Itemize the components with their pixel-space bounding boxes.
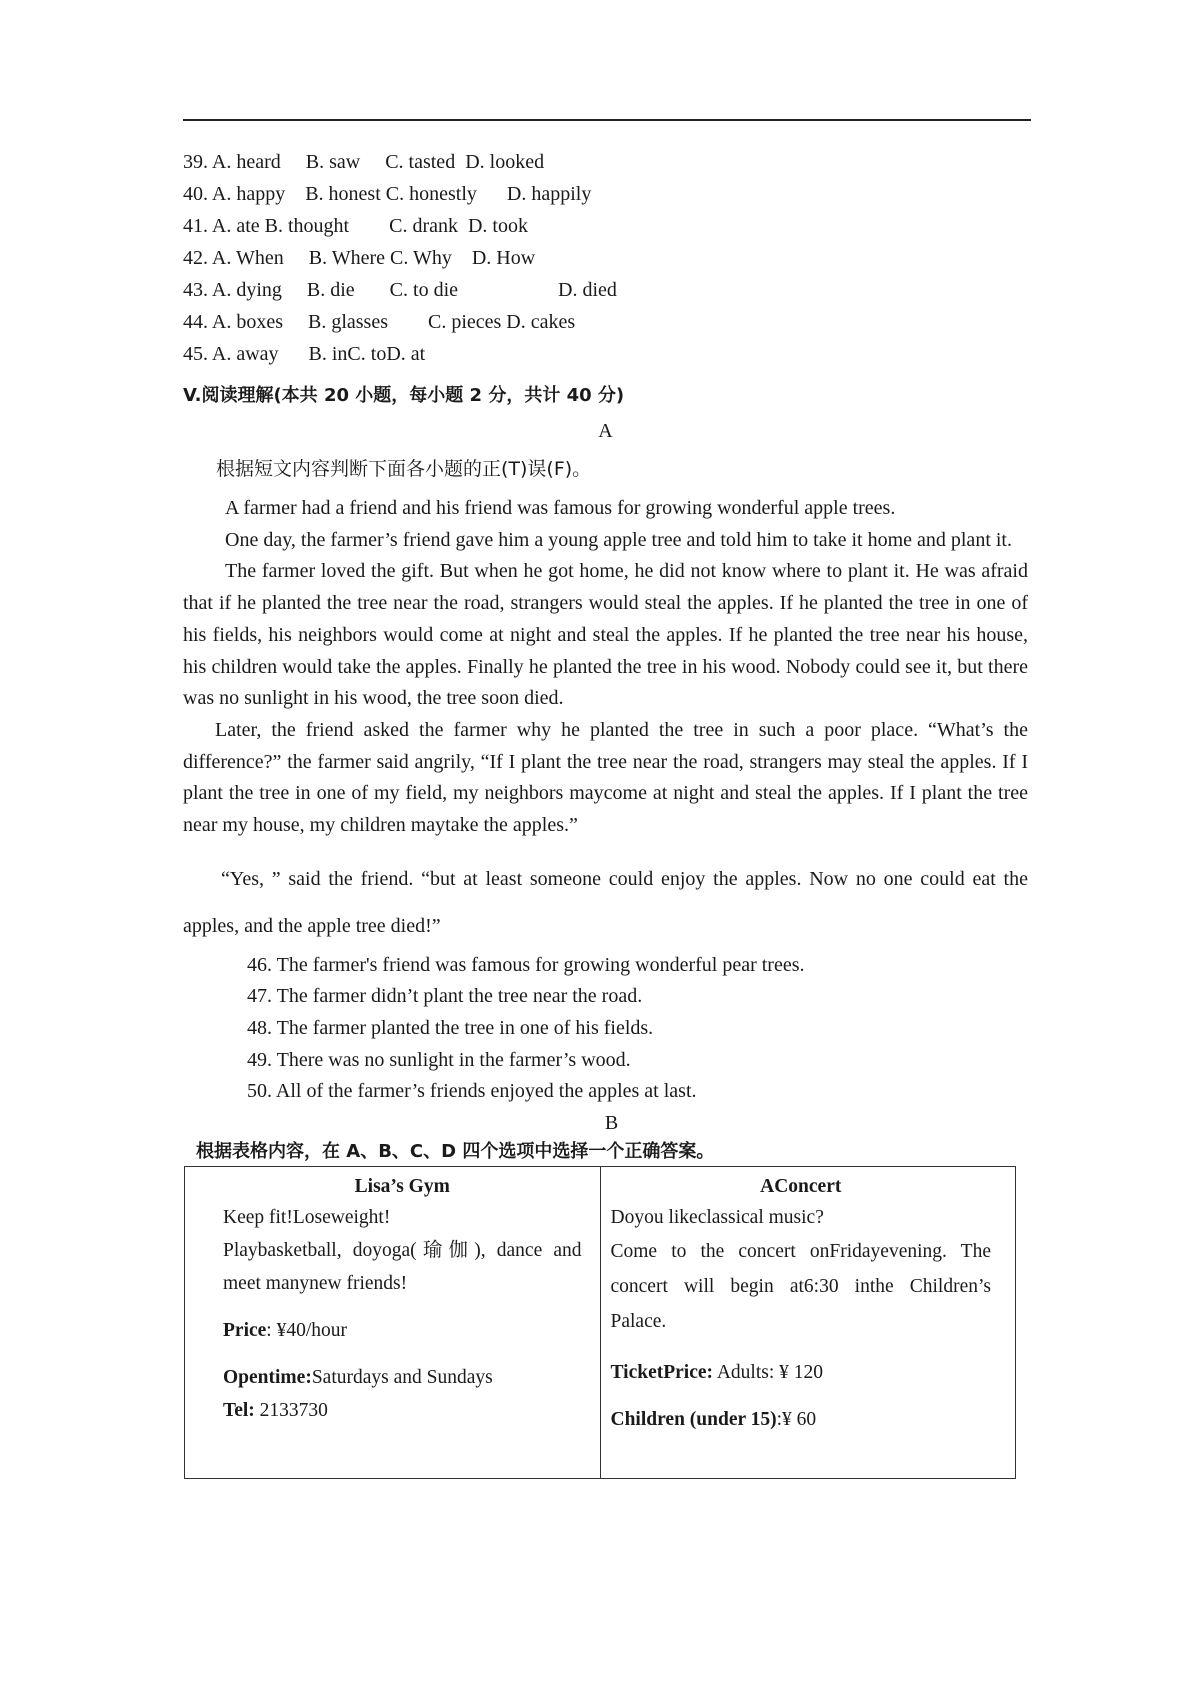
header-rule bbox=[183, 119, 1031, 121]
cloze-options bbox=[183, 146, 1028, 370]
gym-opentime-value: Saturdays and Sundays bbox=[311, 1367, 493, 1389]
passage-paragraph: Later, the friend asked the farmer why he planted the tree in such a poor place. “What’s the difference?” the farmer said angrily, “If I plant the tree near the road, strangers may steal the apples. If I plant the tree in one of my field, my neighbors maycome at night and steal the apples. If I plant the tree near my house, my children maytake the apples.” bbox=[183, 718, 1028, 837]
option-row: 42. A. When B. Where C. Why D. How bbox=[183, 247, 536, 269]
gym-title: Lisa’s Gym bbox=[354, 1176, 450, 1198]
option-row: 45. A. away B. inC. toD. at bbox=[183, 343, 426, 365]
question-item: 46. The farmer's friend was famous for growing wonderful pear trees. bbox=[247, 953, 805, 976]
concert-line1: Doyou likeclassical music? bbox=[610, 1207, 824, 1229]
gym-tel-label: Tel: bbox=[223, 1400, 255, 1422]
option-row: 39. A. heard B. saw C. tasted D. looked bbox=[183, 151, 545, 173]
true-false-questions bbox=[183, 950, 1028, 1108]
gym-price-value: : ¥40/hour bbox=[266, 1320, 348, 1342]
question-item: 49. There was no sunlight in the farmer’s wood. bbox=[247, 1048, 631, 1071]
option-row: 43. A. dying B. die C. to die D. died bbox=[183, 279, 617, 301]
question-item: 50. All of the farmer’s friends enjoyed the apples at last. bbox=[247, 1080, 697, 1103]
gym-tel bbox=[223, 1394, 582, 1427]
gym-line2: Playbasketball, doyoga(瑜伽), dance and meet manynew friends! bbox=[223, 1240, 582, 1295]
part-b-label: B bbox=[604, 1112, 619, 1135]
gym-line1: Keep fit!Loseweight! bbox=[223, 1207, 391, 1229]
option-row: 41. A. ate B. thought C. drank D. took bbox=[183, 215, 528, 237]
part-b-instruction: 根据表格内容，在 A、B、C、D 四个选项中选择一个正确答案。 bbox=[196, 1141, 715, 1163]
gym-ad bbox=[185, 1167, 601, 1479]
concert-ticket-value: Adults: ¥ 120 bbox=[713, 1362, 823, 1384]
question-item: 48. The farmer planted the tree in one of his fields. bbox=[247, 1017, 654, 1040]
concert-children-label: Children (under 15) bbox=[610, 1409, 777, 1431]
concert-ticket-label: TicketPrice: bbox=[610, 1362, 714, 1384]
part-a-instruction: 根据短文内容判断下面各小题的正(T)误(F)。 bbox=[216, 458, 592, 480]
gym-tel-value: 2133730 bbox=[254, 1400, 328, 1422]
concert-ticket-price bbox=[611, 1356, 992, 1389]
passage-paragraph: A farmer had a friend and his friend was famous for growing wonderful apple trees. bbox=[225, 497, 896, 519]
passage-paragraph: “Yes, ” said the friend. “but at least someone could enjoy the apples. Now no one could eat the apples, and the apple tree died!” bbox=[183, 867, 1028, 937]
option-row: 40. A. happy B. honest C. honestly D. happily bbox=[183, 183, 592, 205]
concert-line2: Come to the concert onFridayevening. The concert will begin at6:30 inthe Children’s Palace. bbox=[610, 1241, 991, 1333]
concert-ad bbox=[600, 1167, 1016, 1479]
part-a-label: A bbox=[598, 420, 613, 442]
gym-price bbox=[223, 1314, 582, 1347]
concert-children-value: :¥ 60 bbox=[776, 1409, 817, 1431]
gym-opentime-label: Opentime: bbox=[223, 1367, 312, 1389]
ads-table bbox=[184, 1166, 1016, 1479]
gym-opentime bbox=[223, 1361, 582, 1394]
section-heading: V.阅读理解(本共 20 小题，每小题 2 分，共计 40 分) bbox=[183, 385, 625, 406]
option-row: 44. A. boxes B. glasses C. pieces D. cakes bbox=[183, 311, 576, 333]
document-page bbox=[183, 146, 1028, 1479]
question-item: 47. The farmer didn’t plant the tree near the road. bbox=[247, 985, 643, 1008]
concert-children-price bbox=[611, 1403, 992, 1436]
gym-price-label: Price bbox=[223, 1320, 267, 1342]
passage-paragraph: The farmer loved the gift. But when he got home, he did not know where to plant it. He was afraid that if he planted the tree near the road, strangers would steal the apples. If he planted the tree in one of his fields, his neighbors would come at night and steal the apples. If he planted the tree near his house, his children would take the apples. Finally he planted the tree in his wood. Nobody could see it, but there was no sunlight in his wood, the tree soon died. bbox=[183, 560, 1028, 710]
concert-title: AConcert bbox=[760, 1176, 842, 1198]
passage-paragraph: One day, the farmer’s friend gave him a young apple tree and told him to take it home and plant it. bbox=[225, 528, 1012, 551]
